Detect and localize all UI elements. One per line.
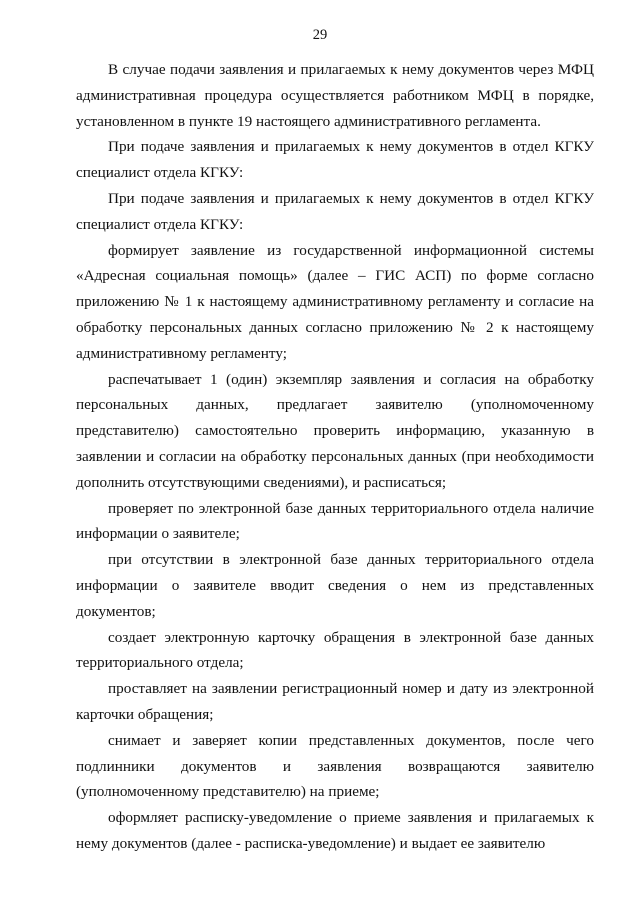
paragraph: создает электронную карточку обращения в электронной базе данных территориального отдела;	[76, 628, 594, 672]
page-number: 29	[312, 27, 328, 43]
paragraph: В случае подачи заявления и прилагаемых к нему документов через МФЦ административная процедура осуществляется работником МФЦ в порядке, установленном в пункте 19 настоящего административного регламента.	[76, 61, 594, 130]
paragraph: оформляет расписку-уведомление о приеме заявления и прилагаемых к нему документов (далее - расписка-уведомление) и выдает ее заявителю	[76, 809, 594, 852]
paragraph: проставляет на заявлении регистрационный номер и дату из электронной карточки обращения;	[76, 680, 594, 723]
document-body	[76, 57, 594, 857]
paragraph: При подаче заявления и прилагаемых к нему документов в отдел КГКУ специалист отдела КГКУ:	[76, 189, 594, 233]
paragraph: при отсутствии в электронной базе данных территориального отдела информации о заявителе вводит сведения о нем из представленных документов;	[76, 551, 594, 620]
paragraph: распечатывает 1 (один) экземпляр заявления и согласия на обработку персональных данных, предлагает заявителю (уполномоченному представителю) самостоятельно проверить информацию, указанную в заявлении и согласии на обработку персональных данных (при необходимости дополнить отсутствующими сведениями), и расписаться;	[76, 370, 594, 491]
paragraph: При подаче заявления и прилагаемых к нему документов в отдел КГКУ специалист отдела КГКУ:	[76, 138, 594, 182]
paragraph: формирует заявление из государственной информационной системы «Адресная социальная помощь» (далее – ГИС АСП) по форме согласно приложению № 1 к настоящему административному регламенту и согласие на обработку персональных данных согласно приложению № 2 к настоящему административному регламенту;	[76, 241, 594, 362]
paragraph: снимает и заверяет копии представленных документов, после чего подлинники документов и заявления возвращаются заявителю (уполномоченному представителю) на приеме;	[76, 731, 594, 801]
paragraph: проверяет по электронной базе данных территориального отдела наличие информации о заявителе;	[76, 499, 594, 543]
